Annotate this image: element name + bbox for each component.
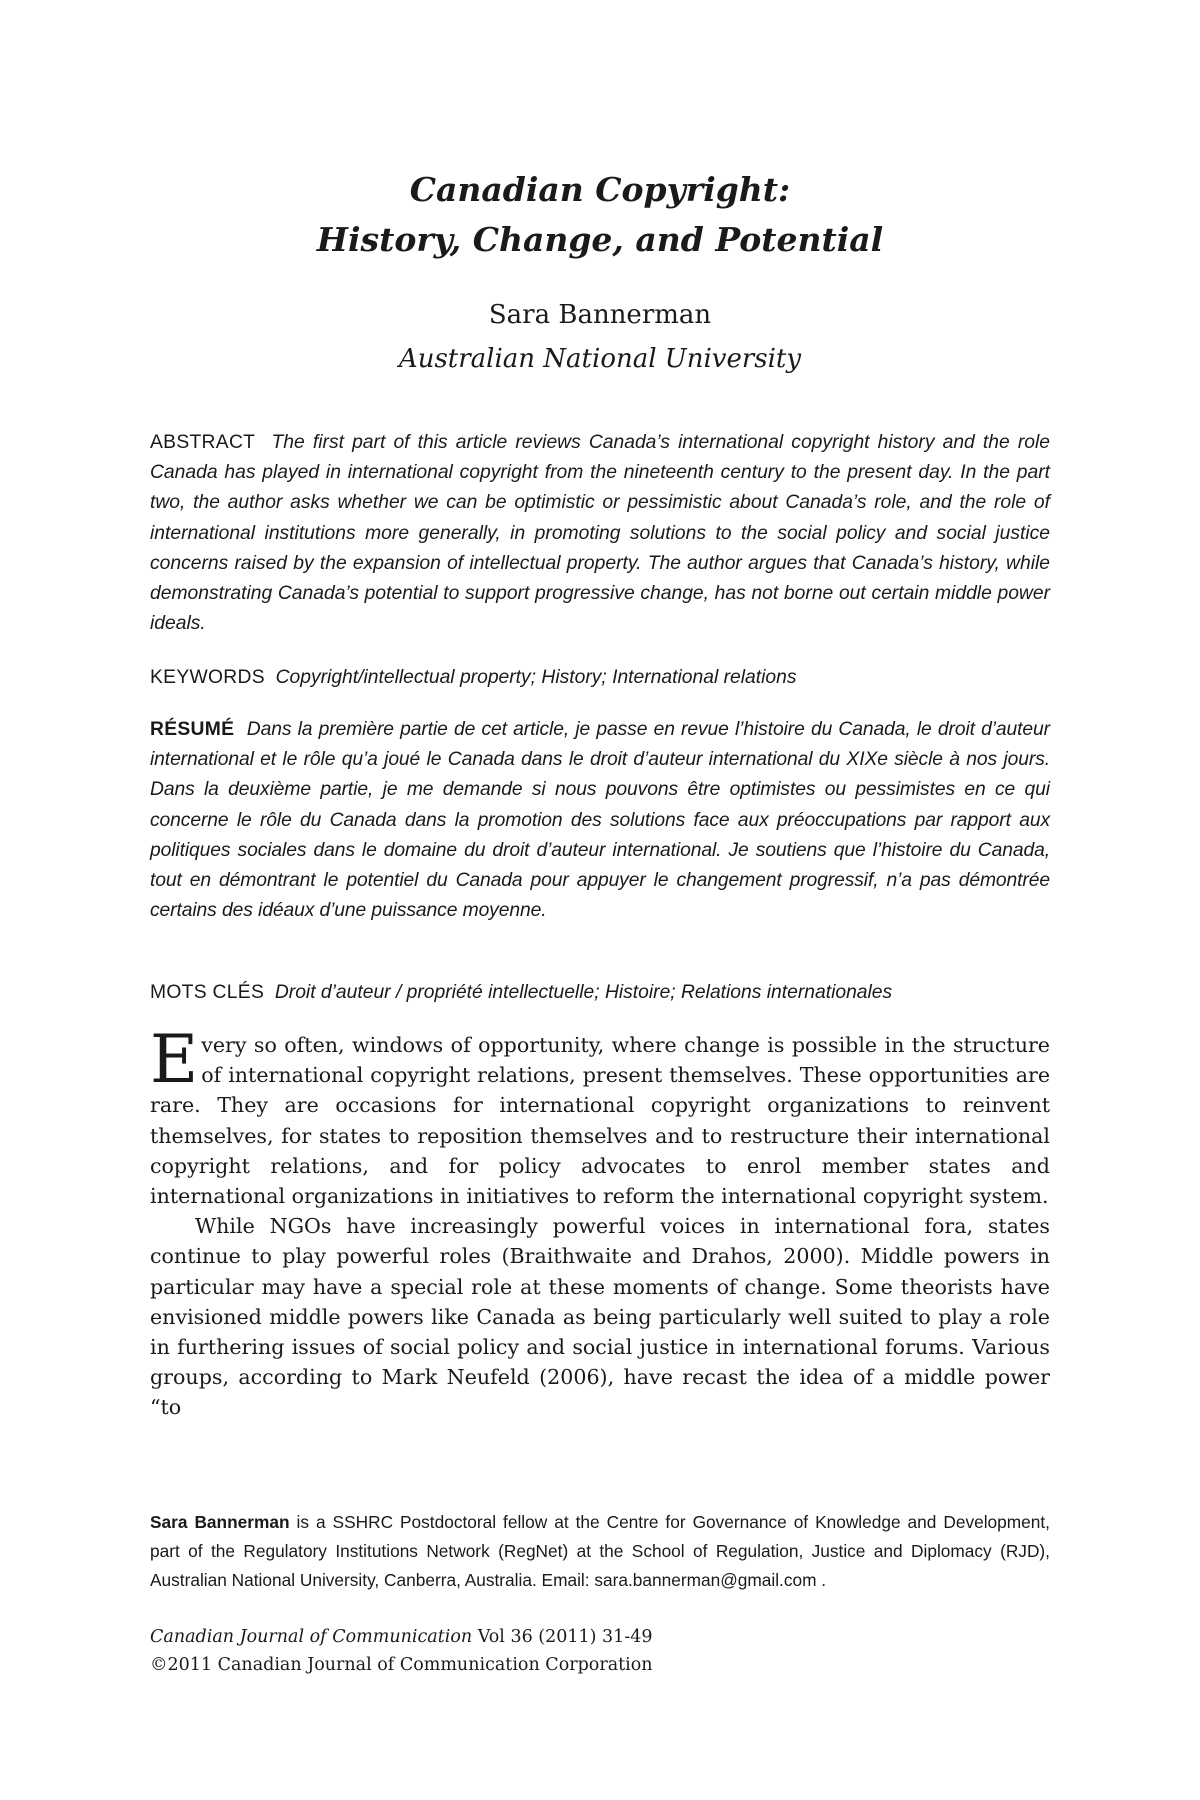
mots-cles-label: MOTS CLÉS	[150, 982, 265, 1003]
author-footnote	[150, 1508, 1050, 1595]
journal-copyright: ©2011 Canadian Journal of Communication Corporation	[150, 1655, 653, 1675]
body-paragraph-1	[150, 1021, 1050, 1211]
drop-cap: E	[150, 1021, 199, 1098]
journal-name: Canadian Journal of Communication	[150, 1627, 473, 1647]
body-text	[150, 1021, 1050, 1423]
keywords	[150, 663, 1050, 693]
resume-text: Dans la première partie de cet article, je passe en revue l’histoire du Canada, le droit d’auteur international et le rôle qu’a joué le Canada dans le droit d’auteur international du XIXe siècle à nos jours. Dans la deuxième partie, je me demande si nous pouvons être optimistes ou pessimistes en ce qui concerne le rôle du Canada dans la promotion des solutions face aux préoccupations par rapport aux politiques sociales dans le domaine du droit d’auteur international. Je soutiens que l’histoire du Canada, tout en démontrant le potentiel du Canada pour appuyer le changement progressif, n’a pas démontrée certains des idéaux d’une puissance moyenne.	[150, 719, 1051, 922]
mots-cles	[150, 978, 1050, 1008]
resume-label: RÉSUMÉ	[150, 719, 235, 740]
title-line-2: History, Change, and Potential	[316, 220, 884, 259]
footnote-author-name: Sara Bannerman	[150, 1512, 290, 1532]
mots-cles-text: Droit d’auteur / propriété intellectuelle; Histoire; Relations internationales	[274, 982, 893, 1003]
body-paragraph-2: While NGOs have increasingly powerful voices in international fora, states continue to play powerful roles (Braithwaite and Drahos, 2000). Middle powers in particular may have a special role at these moments of change. Some theorists have envisioned middle powers like Canada as being particularly well suited to play a role in furthering issues of social policy and social justice in international forums. Various groups, according to Mark Neufeld (2006), have recast the idea of a middle power “to	[150, 1214, 1050, 1420]
keywords-text: Copyright/intellectual property; History; International relations	[275, 667, 797, 688]
paper-page	[150, 0, 1050, 1800]
author-block	[150, 293, 1050, 381]
resume	[150, 715, 1050, 926]
title-line-1: Canadian Copyright:	[409, 170, 791, 209]
keywords-label: KEYWORDS	[150, 667, 265, 688]
abstract-label: ABSTRACT	[150, 432, 256, 453]
body-paragraph-1-text: very so often, windows of opportunity, where change is possible in the structure of international copyright relations, present themselves. These opportunities are rare. They are occasions for international copyright organizations to reinvent themselves, for states to reposition themselves and to restructure their international copyright relations, and for policy advocates to enrol member states and international organizations in initiatives to reform the international copyright system.	[150, 1033, 1050, 1209]
journal-info	[150, 1623, 1050, 1679]
abstract-text: The first part of this article reviews Canada’s international copyright history and the role Canada has played in international copyright from the nineteenth century to the present day. In the part two, the author asks whether we can be optimistic or pessimistic about Canada’s role, and the role of international institutions more generally, in promoting solutions to the social policy and social justice concerns raised by the expansion of intellectual property. The author argues that Canada’s history, while demonstrating Canada’s potential to support progressive change, has not borne out certain middle power ideals.	[150, 432, 1050, 635]
abstract	[150, 428, 1050, 639]
journal-citation-line	[150, 1623, 1050, 1651]
article-title	[150, 165, 1050, 265]
journal-citation: Vol 36 (2011) 31-49	[477, 1627, 653, 1647]
author-affiliation: Australian National University	[398, 344, 802, 374]
author-name: Sara Bannerman	[488, 300, 712, 330]
footnote-text: is a SSHRC Postdoctoral fellow at the Centre for Governance of Knowledge and Development, part of the Regulatory Institutions Network (RegNet) at the School of Regulation, Justice and Diplomacy (RJD), Australian National University, Canberra, Australia. Email: sara.bannerman@gmail.com .	[150, 1512, 1050, 1590]
